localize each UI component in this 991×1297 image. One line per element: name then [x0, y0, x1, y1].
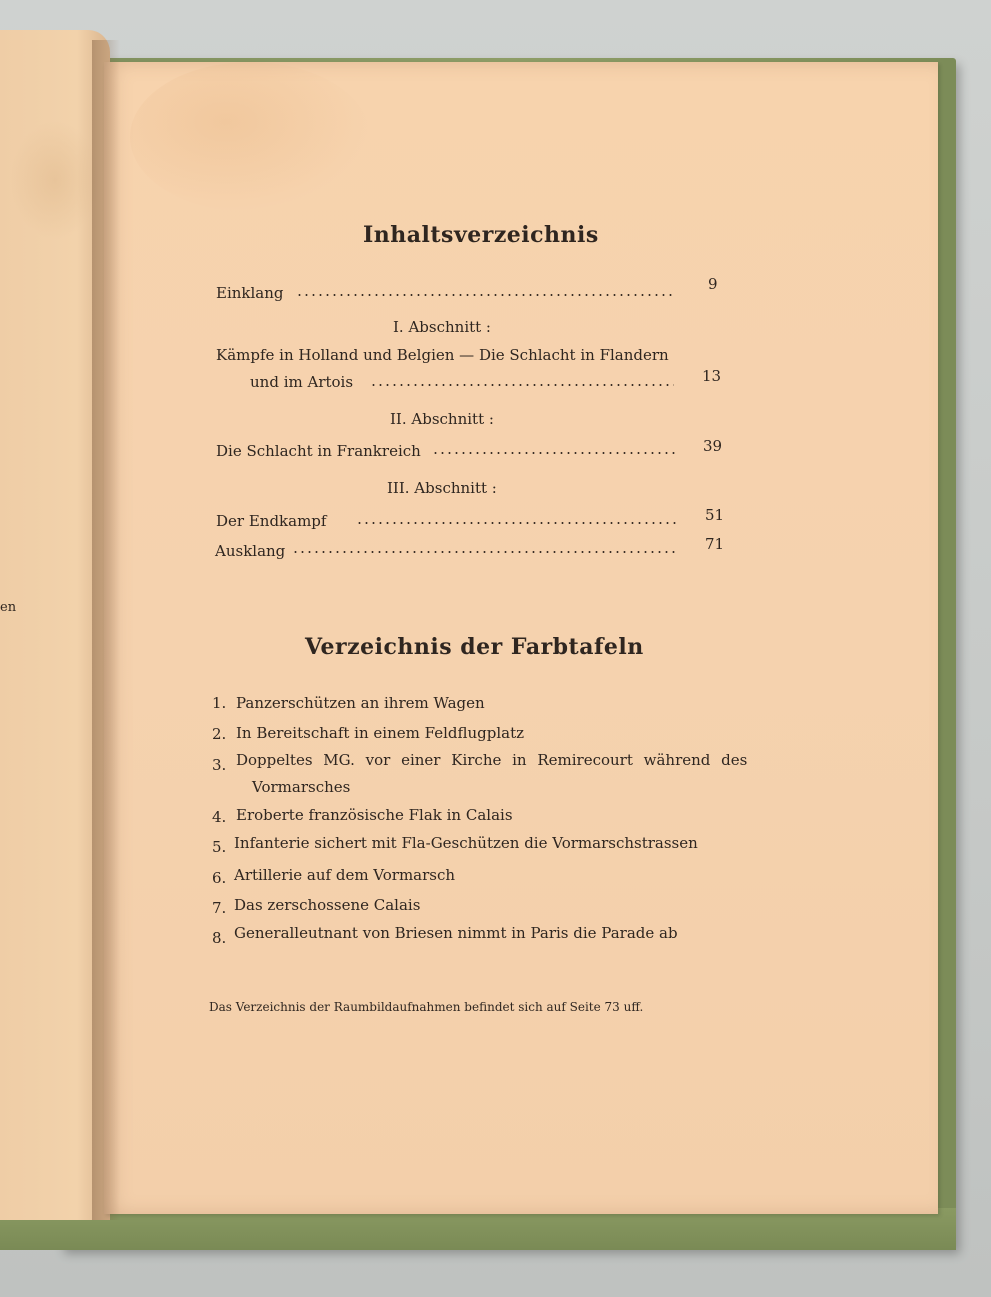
toc-entry-label: Ausklang [215, 542, 286, 560]
gutter-shadow [92, 40, 120, 1220]
plate-number: 5. [212, 838, 227, 856]
toc-entry-page: 51 [705, 506, 725, 524]
toc-leader-dots [356, 522, 678, 524]
plate-number: 4. [212, 808, 227, 826]
plate-number: 1. [212, 694, 227, 712]
plate-number: 2. [212, 725, 227, 743]
toc-title: Inhaltsverzeichnis [363, 222, 599, 248]
plate-caption: Infanterie sichert mit Fla-Geschützen die Vormarschstrassen [234, 834, 698, 852]
left-page-stain [10, 120, 100, 240]
toc-section-heading: II. Abschnitt : [390, 410, 494, 428]
plate-number: 6. [212, 869, 227, 887]
toc-leader-dots [370, 384, 674, 386]
toc-entry-label: Kämpfe in Holland und Belgien — Die Schlacht in Flandern [216, 346, 669, 364]
toc-entry-page: 13 [702, 367, 722, 385]
plate-number: 7. [212, 899, 227, 917]
plates-title: Verzeichnis der Farbtafeln [305, 634, 644, 660]
plate-number: 3. [212, 756, 227, 774]
plate-caption: Generalleutnant von Briesen nimmt in Paris die Parade ab [234, 924, 678, 942]
plate-number: 8. [212, 929, 227, 947]
plate-caption: Artillerie auf dem Vormarsch [234, 866, 456, 884]
toc-entry-page: 39 [703, 437, 723, 455]
toc-entry-label-continued: und im Artois [250, 373, 354, 391]
toc-section-heading: III. Abschnitt : [387, 479, 497, 497]
plate-caption: Das zerschossene Calais [234, 896, 421, 914]
left-page-fragment: en [0, 600, 17, 615]
plate-caption: Eroberte französische Flak in Calais [236, 806, 513, 824]
plate-caption: Panzerschützen an ihrem Wagen [236, 694, 485, 712]
toc-entry-label: Der Endkampf [216, 512, 327, 530]
toc-entry-page: 71 [705, 535, 725, 553]
toc-leader-dots [432, 452, 676, 454]
toc-leader-dots [292, 551, 678, 553]
plate-caption: Doppeltes MG. vor einer Kirche in Remirecourt während des [236, 751, 748, 769]
toc-entry-label: Einklang [216, 284, 284, 302]
water-stain [130, 62, 370, 212]
toc-entry-page: 9 [708, 275, 718, 293]
plate-caption: In Bereitschaft in einem Feldflugplatz [236, 724, 525, 742]
cover-bottom-edge [0, 1208, 956, 1250]
toc-entry-label: Die Schlacht in Frankreich [216, 442, 421, 460]
toc-leader-dots [296, 294, 674, 296]
toc-section-heading: I. Abschnitt : [393, 318, 491, 336]
footnote: Das Verzeichnis der Raumbildaufnahmen befindet sich auf Seite 73 uff. [209, 1000, 644, 1014]
plate-caption-continued: Vormarsches [252, 778, 351, 796]
